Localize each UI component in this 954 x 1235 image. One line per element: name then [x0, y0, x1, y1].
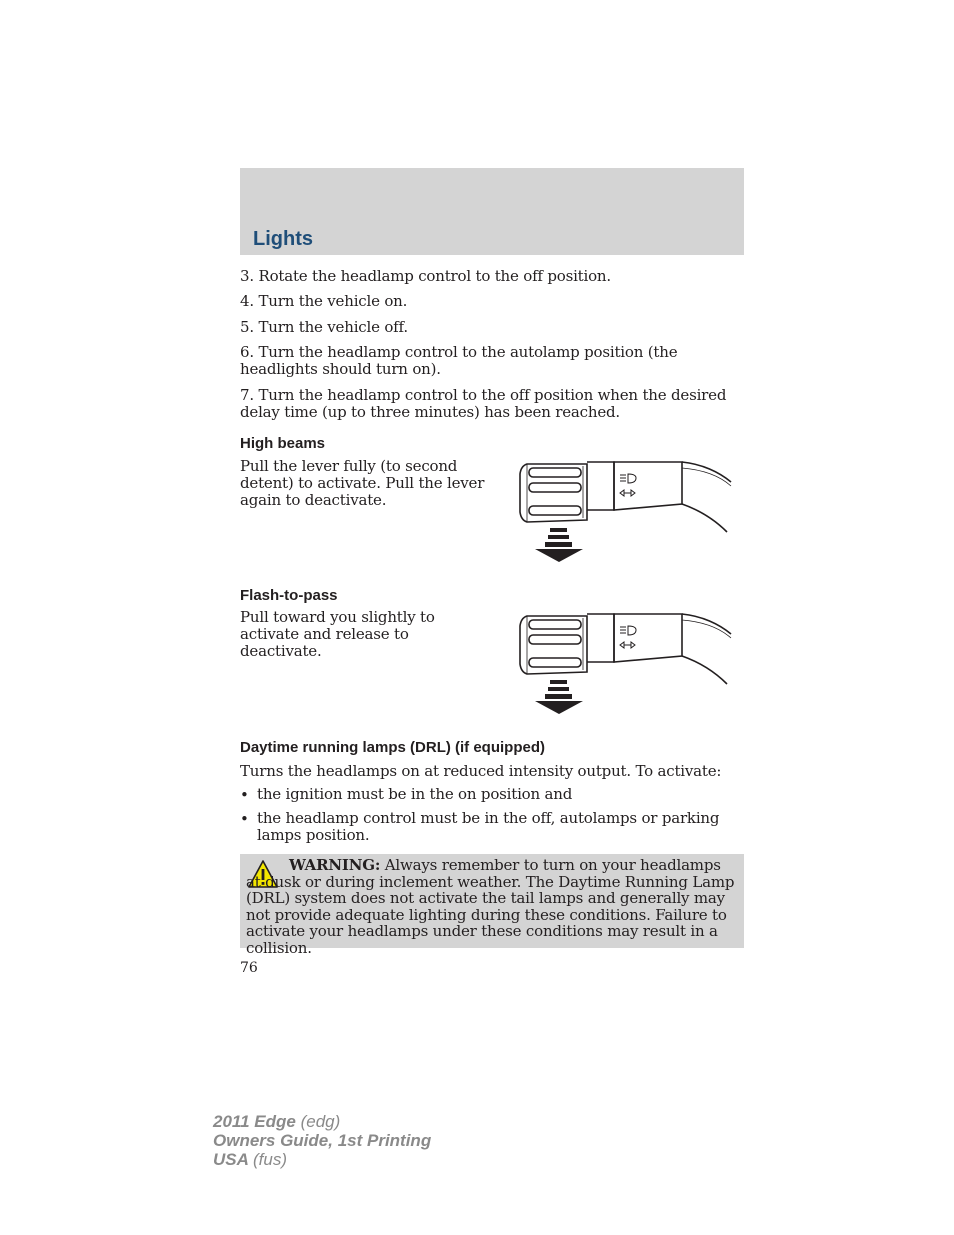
high-beams-body: Pull the lever fully (to second detent) to activate. Pull the lever again to deactivate. [240, 457, 485, 509]
footer-guide: Owners Guide, 1st Printing [213, 1131, 432, 1150]
flash-to-pass-heading: Flash-to-pass [240, 587, 338, 604]
high-beams-lever-illustration [517, 458, 733, 564]
lever-stalk-icon [520, 462, 731, 532]
footer-model-code: (edg) [300, 1112, 341, 1131]
bullet-dot: • [240, 786, 249, 804]
step-5: 5. Turn the vehicle off. [240, 318, 408, 336]
footer-region-code: (fus) [253, 1150, 287, 1169]
section-title: Lights [253, 228, 313, 250]
drl-intro: Turns the headlamps on at reduced intensity output. To activate: [240, 762, 722, 780]
bullet-dot: • [240, 810, 249, 828]
warning-text [246, 857, 736, 956]
pull-arrow-icon [535, 528, 583, 562]
step-3: 3. Rotate the headlamp control to the off position. [240, 267, 611, 285]
lever-stalk-icon [520, 614, 731, 684]
high-beams-heading: High beams [240, 435, 326, 452]
page-number: 76 [240, 960, 258, 976]
footer [213, 1112, 431, 1169]
drl-heading: Daytime running lamps (DRL) (if equipped) [240, 739, 546, 756]
pull-arrow-icon [535, 680, 583, 714]
warning-body: Always remember to turn on your headlamps at dusk or during inclement weather. The Daytime Running Lamp (DRL) system does not activate the tail lamps and generally may not provide adequate lighting during these conditions. Failure to activate your headlamps under these conditions may result in a collision. [246, 856, 735, 957]
flash-to-pass-lever-illustration [517, 610, 733, 716]
step-7: 7. Turn the headlamp control to the off position when the desired delay time (up to three minutes) has been reached. [240, 386, 727, 421]
footer-model: 2011 Edge [213, 1112, 296, 1131]
drl-bullet-1: the ignition must be in the on position and [257, 785, 573, 803]
step-6: 6. Turn the headlamp control to the autolamp position (the headlights should turn on). [240, 343, 678, 378]
step-4: 4. Turn the vehicle on. [240, 292, 408, 310]
warning-label: WARNING: [289, 856, 381, 874]
flash-to-pass-body: Pull toward you slightly to activate and release to deactivate. [240, 608, 435, 660]
drl-bullet-2: the headlamp control must be in the off, autolamps or parking lamps position. [257, 809, 720, 844]
footer-region: USA [213, 1150, 249, 1169]
section-header-band [240, 168, 744, 255]
